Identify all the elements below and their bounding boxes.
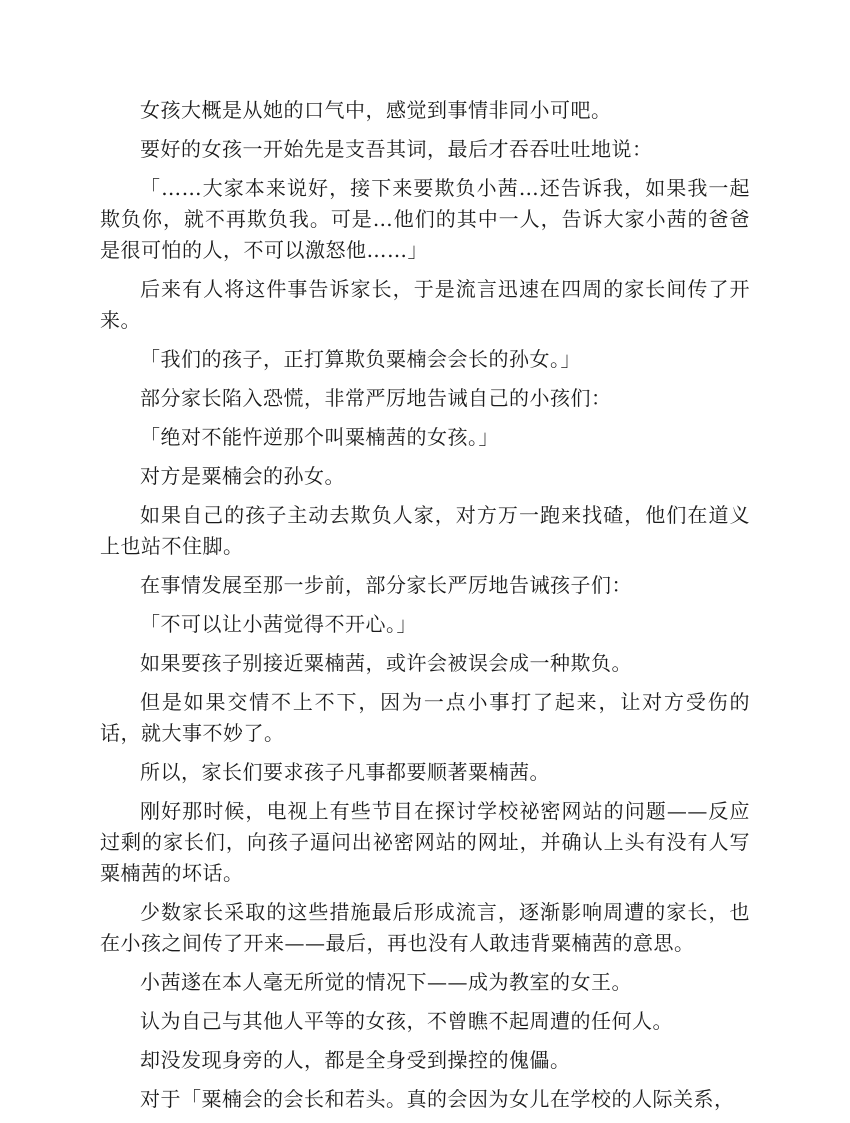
paragraph: 刚好那时候，电视上有些节目在探讨学校祕密网站的问题——反应过剩的家长们，向孩子逼问出祕密网站的网址，并确认上头有没有人写粟楠茜的坏话。: [100, 799, 750, 885]
paragraph: 在事情发展至那一步前，部分家长严厉地告诫孩子们：: [140, 573, 632, 597]
paragraph: 对于「粟楠会的会长和若头。真的会因为女儿在学校的人际关系，: [140, 1087, 735, 1111]
paragraph: 小茜遂在本人毫无所觉的情况下——成为教室的女王。: [140, 970, 632, 994]
paragraph: 但是如果交情不上不下，因为一点小事打了起来，让对方受伤的话，就大事不妙了。: [100, 690, 750, 745]
paragraph: 对方是粟楠会的孙女。: [140, 464, 345, 488]
paragraph: 却没发现身旁的人，都是全身受到操控的傀儡。: [140, 1048, 571, 1072]
dialogue-paragraph: 「我们的孩子，正打算欺负粟楠会会长的孙女。」: [140, 347, 581, 371]
paragraph: 后来有人将这件事告诉家长，于是流言迅速在四周的家长间传了开来。: [100, 277, 750, 332]
paragraph: 认为自己与其他人平等的女孩，不曾瞧不起周遭的任何人。: [140, 1009, 673, 1033]
paragraph: 要好的女孩一开始先是支吾其词，最后才吞吞吐吐地说：: [140, 137, 653, 161]
paragraph: 少数家长采取的这些措施最后形成流言，逐渐影响周遭的家长，也在小孩之间传了开来——最后，再也没有人敢违背粟楠茜的意思。: [100, 900, 750, 955]
dialogue-paragraph: 「不可以让小茜觉得不开心。」: [140, 612, 417, 636]
paragraph: 所以，家长们要求孩子凡事都要顺著粟楠茜。: [140, 760, 550, 784]
dialogue-paragraph: 「绝对不能忤逆那个叫粟楠茜的女孩。」: [140, 425, 499, 449]
paragraph: 如果要孩子别接近粟楠茜，或许会被误会成一种欺负。: [140, 651, 632, 675]
dialogue-paragraph: 「……大家本来说好，接下来要欺负小茜…还告诉我，如果我一起欺负你，就不再欺负我。可是…他们的其中一人，告诉大家小茜的爸爸是很可怕的人，不可以激怒他……」: [100, 176, 750, 262]
document-page: [100, 95, 750, 1123]
paragraph: 女孩大概是从她的口气中，感觉到事情非同小可吧。: [140, 98, 612, 122]
paragraph: 部分家长陷入恐慌，非常严厉地告诫自己的小孩们：: [140, 386, 612, 410]
paragraph: 如果自己的孩子主动去欺负人家，对方万一跑来找碴，他们在道义上也站不住脚。: [100, 503, 750, 558]
